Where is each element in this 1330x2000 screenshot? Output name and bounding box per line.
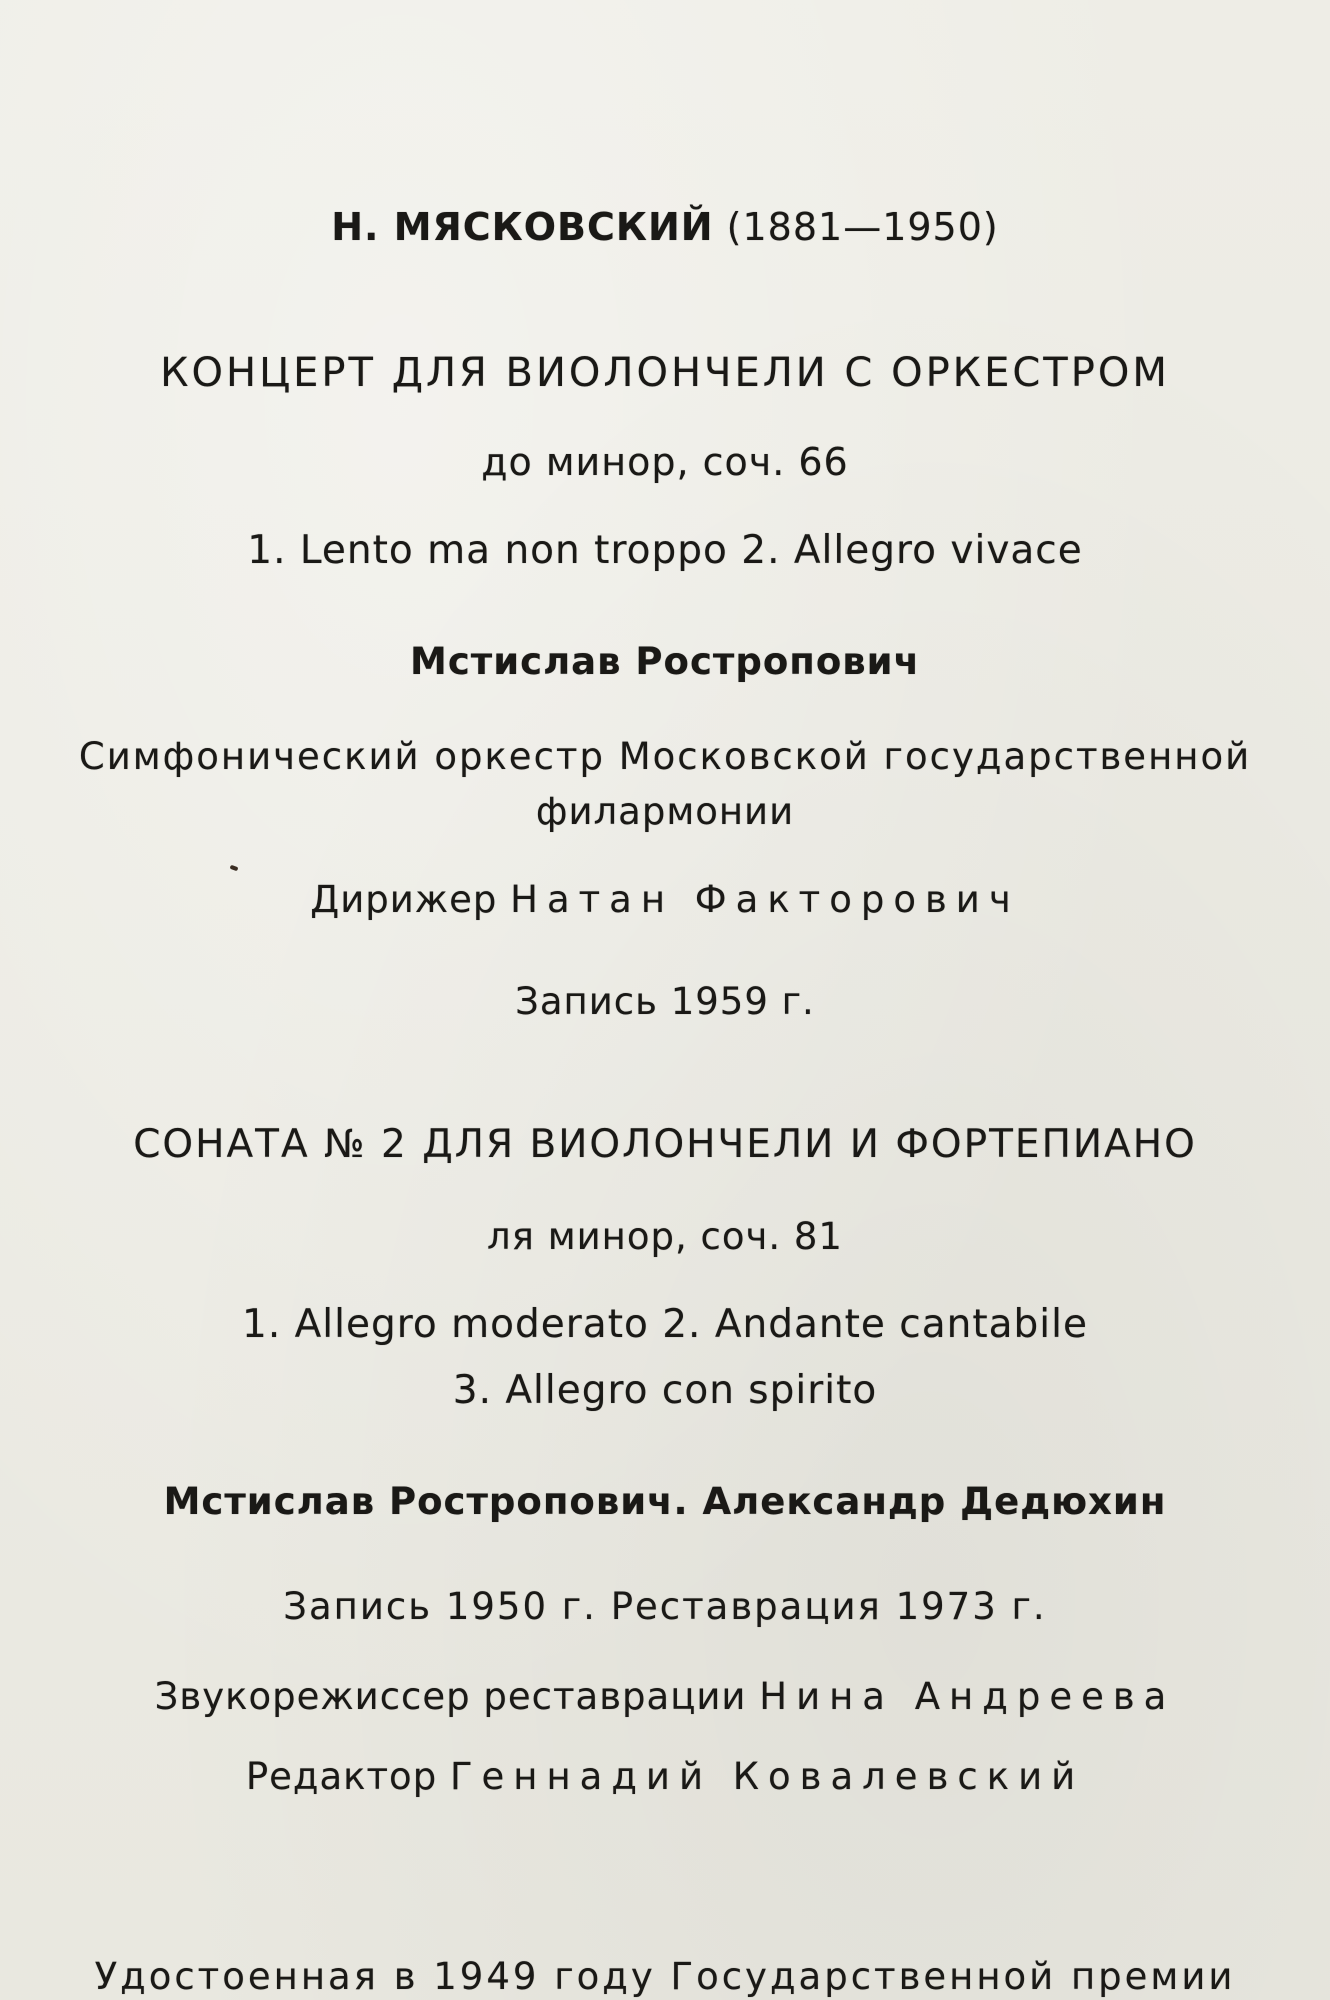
editor-label: Редактор (245, 1755, 438, 1798)
restoration-engineer (0, 1675, 1330, 1718)
ink-speck (230, 865, 239, 871)
conductor-name: Натан Факторович (510, 878, 1020, 921)
sonata-title: СОНАТА № 2 ДЛЯ ВИОЛОНЧЕЛИ И ФОРТЕПИАНО (133, 1122, 1197, 1167)
engineer-label: Звукорежиссер реставрации (154, 1675, 747, 1718)
composer-line (0, 205, 1330, 249)
engineer-name: Нина Андреева (759, 1675, 1176, 1718)
concerto-conductor (0, 878, 1330, 921)
concerto-movements: 1. Lento ma non troppo 2. Allegro vivace (247, 528, 1083, 573)
editor (0, 1755, 1330, 1798)
composer-name: Н. МЯСКОВСКИЙ (331, 205, 714, 249)
composer-years: (1881—1950) (726, 205, 999, 249)
concerto-title: КОНЦЕРТ ДЛЯ ВИОЛОНЧЕЛИ С ОРКЕСТРОМ (160, 350, 1170, 396)
sonata-key: ля минор, соч. 81 (487, 1215, 843, 1258)
sonata-recording: Запись 1950 г. Реставрация 1973 г. (283, 1585, 1047, 1628)
concerto-soloist: Мстислав Ростропович (410, 640, 920, 683)
footer-text: Удостоенная в 1949 году Государственной премии (94, 1955, 1236, 1998)
editor-name: Геннадий Ковалевский (449, 1755, 1085, 1798)
concerto-key: до минор, соч. 66 (481, 440, 849, 484)
sonata-performers: Мстислав Ростропович. Александр Дедюхин (163, 1480, 1167, 1523)
sonata-movements-line2: 3. Allegro con spirito (452, 1368, 878, 1413)
concerto-orchestra-line2: филармонии (535, 790, 795, 833)
sonata-movements-line1: 1. Allegro moderato 2. Andante cantabile (242, 1302, 1088, 1347)
concerto-orchestra-line1: Симфонический оркестр Московской государственной (78, 735, 1252, 778)
conductor-label: Дирижер (310, 878, 498, 921)
concerto-recording: Запись 1959 г. (515, 980, 815, 1023)
